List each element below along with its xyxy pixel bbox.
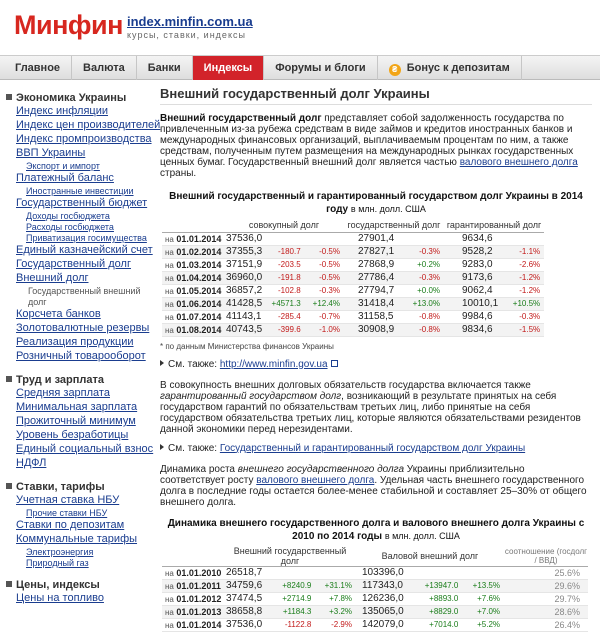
gov-debt-change-pct: -2.9% [315,618,356,631]
main-nav [0,55,600,80]
table-row [162,618,588,631]
row-date [162,297,224,310]
guaranteed-value: 9834,6 [444,323,498,336]
gov-debt-change [269,566,316,579]
total-change: -399.6 [265,323,304,336]
guaranteed-change-pct: -2.6% [498,258,544,271]
row-date [162,579,224,592]
total-value: 40743,5 [224,323,265,336]
sidebar-item[interactable]: Доходы госбюджета [26,211,110,221]
state-value: 27901,4 [344,232,402,245]
table-row [162,245,544,258]
guaranteed-debt-paragraph [160,380,592,435]
gross-debt-value: 117343,0 [356,579,408,592]
state-value: 27786,4 [344,271,402,284]
intro-end: страны. [160,168,197,179]
see-also-1 [160,359,592,370]
bullet-icon [6,376,12,382]
para2-a: В совокупность внешних долговых обязательств государства включается также [160,379,531,391]
total-change: -102.8 [265,284,304,297]
gross-debt-link[interactable]: валового внешнего долга [459,157,578,168]
guaranteed-value: 9283,0 [444,258,498,271]
gross-debt-change: +13947.0 [408,579,462,592]
sidebar-item[interactable]: Золотовалютные резервы [16,322,150,334]
total-change: -203.5 [265,258,304,271]
nav-item-label: Главное [15,62,61,74]
row-date-prefix: на [165,581,174,591]
total-change [265,232,304,245]
row-date-value: 01.01.2012 [176,593,222,604]
total-value: 41428,5 [224,297,265,310]
nav-item-4[interactable] [264,56,378,80]
coin-icon: ₴ [389,64,401,76]
row-date-prefix: на [165,299,174,309]
bullet-icon [6,483,12,489]
para3-b: Украины приблизительно соответствует росту [160,463,525,486]
nav-item-2[interactable] [137,56,193,80]
gov-debt-change-pct: +31.1% [315,579,356,592]
state-value: 30908,9 [344,323,402,336]
debt-2010-2014-table [162,546,588,632]
gov-debt-change-pct: +3.2% [315,605,356,618]
table2-title [160,518,592,543]
col-guaranteed: гарантированный долг [444,219,544,232]
total-change: -191.8 [265,271,304,284]
total-change-pct: -0.3% [305,284,344,297]
row-date [162,310,224,323]
gross-debt-value: 103396,0 [356,566,408,579]
sidebar-item[interactable]: Реализация продукции [16,336,134,348]
total-change: -180.7 [265,245,304,258]
minfin-gov-link[interactable]: http://www.minfin.gov.ua [219,358,328,370]
sidebar-item[interactable]: Экспорт и импорт [26,161,100,171]
guaranteed-change-pct: -1.2% [498,284,544,297]
row-date [162,284,224,297]
col-gov-debt: Внешний государственный долг [224,546,356,567]
sidebar-section-title [6,481,146,494]
row-date-value: 01.05.2014 [176,285,222,296]
nav-item-1[interactable] [72,56,137,80]
table-row [162,592,588,605]
table-row [162,310,544,323]
col-state: государственный долг [344,219,444,232]
row-date [162,258,224,271]
sidebar-item[interactable]: Прочие ставки НБУ [26,508,108,518]
gov-debt-value: 37474,5 [224,592,269,605]
para3-a: Динамика роста [160,463,238,475]
sidebar-item[interactable]: Единый социальный взнос [16,443,154,455]
bullet-icon [6,581,12,587]
sidebar-item[interactable]: Индекс инфляции [16,105,109,117]
nav-item-label: Индексы [203,62,253,74]
table2-title-text: Динамика внешнего государственного долга и валового внешнего долга Украины с 2010 по 2014 годы [167,517,585,542]
guaranteed-value: 9173,6 [444,271,498,284]
gross-debt-change-pct: +5.2% [462,618,504,631]
sidebar-item[interactable]: Платежный баланс [16,172,114,184]
state-value: 31418,4 [344,297,402,310]
row-date [162,232,224,245]
sidebar-item[interactable]: Электроэнергия [26,547,94,557]
arrow-icon [160,360,164,366]
sidebar-item[interactable]: Коммунальные тарифы [16,533,138,545]
sidebar-item[interactable]: НДФЛ [16,457,47,469]
sidebar-item[interactable]: Корсчета банков [16,308,101,320]
sidebar-section-title [6,579,146,592]
row-date-prefix: на [165,568,174,578]
sidebar-item[interactable]: Природный газ [26,558,89,568]
site-identity [127,14,253,40]
gov-debt-change-pct: +7.8% [315,592,356,605]
sidebar-gap [6,364,146,372]
gross-debt-change-pct: +7.0% [462,605,504,618]
gross-debt-change [408,566,462,579]
gross-debt-change: +7014.0 [408,618,462,631]
row-date-value: 01.01.2011 [176,580,221,591]
sidebar-section-label: Цены, индексы [16,579,100,591]
total-change-pct: -0.5% [305,258,344,271]
ratio-value: 29.7% [504,592,588,605]
see-also-2-label: См. также: [168,442,218,454]
gov-debt-change-pct [315,566,356,579]
total-value: 37151,9 [224,258,265,271]
gross-debt-change: +8829.0 [408,605,462,618]
nav-item-label: Валюта [83,62,125,74]
total-value: 37355,3 [224,245,265,258]
sidebar-section-label: Экономика Украины [16,92,127,104]
total-value: 36960,0 [224,271,265,284]
sidebar-item: Государственный внешний [28,286,141,296]
gross-debt-change-pct [462,566,504,579]
sidebar-item[interactable]: Приватизация госимущества [26,233,147,243]
page-title: Внешний государственный долг Украины [160,86,592,105]
sidebar-section-label: Труд и зарплата [16,374,104,386]
sidebar-item[interactable]: Государственный долг [16,258,131,270]
table1-title [160,191,592,216]
ratio-value: 25.6% [504,566,588,579]
bullet-icon [6,94,12,100]
table-row [162,271,544,284]
sidebar-item[interactable]: Иностранные инвестиции [26,186,134,196]
table-row [162,323,544,336]
state-change-pct: +0.2% [402,258,444,271]
gov-debt-change: +1184.3 [269,605,316,618]
state-change-pct: -0.8% [402,310,444,323]
gov-debt-change: +8240.9 [269,579,316,592]
total-change-pct: -0.5% [305,271,344,284]
sidebar-item[interactable]: Внешний долг [16,272,89,284]
table2-unit: в млн. долл. США [384,530,460,541]
table-row [162,605,588,618]
table-row [162,297,544,310]
sidebar-item[interactable]: Минимальная зарплата [16,401,138,413]
gov-debt-value: 34759,6 [224,579,269,592]
footnote: * по данным Министерства финансов Украины [160,341,334,351]
main-content [160,86,592,632]
row-date-prefix: на [165,312,174,322]
nav-item-5[interactable] [378,56,522,80]
table-row [162,579,588,592]
arrow-icon [160,444,164,450]
row-date-prefix: на [165,594,174,604]
table1-unit: в млн. долл. США [350,204,426,214]
sidebar-item[interactable]: Индекс промпроизводства [16,133,152,145]
state-change-pct: -0.3% [402,245,444,258]
state-guaranteed-debt-link[interactable]: Государственный и гарантированный государством долг Украины [219,442,526,454]
row-date-value: 01.06.2014 [176,298,222,309]
nav-item-3[interactable] [193,56,265,80]
gov-debt-value: 37536,0 [224,618,269,631]
sidebar-item: долг [28,297,47,307]
sidebar-item[interactable]: Прожиточный минимум [16,415,136,427]
ratio-value: 26.4% [504,618,588,631]
sidebar-item[interactable]: Уровень безработицы [16,429,129,441]
debt-2014-table [162,219,544,337]
row-date-prefix: на [165,620,174,630]
table1-title-text: Внешний государственный и гарантированный государством долг Украины в 2014 году [169,191,583,215]
row-date [162,605,224,618]
sidebar-item[interactable]: Единый казначейский счет [16,244,153,256]
row-date-value: 01.01.2010 [176,567,222,578]
total-change: -285.4 [265,310,304,323]
row-date-prefix: на [165,234,174,244]
sidebar-section-label: Ставки, тарифы [16,481,105,493]
row-date-value: 01.02.2014 [176,246,222,257]
guaranteed-change-pct: +10.5% [498,297,544,310]
row-date-value: 01.07.2014 [176,311,222,322]
row-date [162,592,224,605]
total-change-pct: -0.7% [305,310,344,323]
nav-item-0[interactable] [4,56,72,80]
intro-paragraph [160,113,592,179]
row-date [162,245,224,258]
row-date-prefix: на [165,273,174,283]
sidebar-gap [6,471,146,479]
guaranteed-change-pct [498,232,544,245]
guaranteed-value: 10010,1 [444,297,498,310]
see-also-2 [160,443,592,454]
sidebar-item[interactable]: Средняя зарплата [16,387,110,399]
guaranteed-change-pct: -1.5% [498,323,544,336]
table-row [162,284,544,297]
col-total: совокупный долг [224,219,344,232]
row-date-prefix: на [165,286,174,296]
row-date-prefix: на [165,325,174,335]
total-change-pct: -0.5% [305,245,344,258]
nav-item-label: Банки [147,62,181,74]
sidebar [6,90,161,606]
row-date-prefix: на [165,247,174,257]
sidebar-item[interactable]: Розничный товарооборот [16,350,146,362]
dynamics-paragraph [160,464,592,508]
state-change-pct: +0.0% [402,284,444,297]
state-change-pct [402,232,444,245]
sidebar-item[interactable]: Индекс цен производителей [16,119,161,131]
total-value: 36857,2 [224,284,265,297]
col-gross-debt: Валовой внешний долг [356,546,504,567]
state-value: 27827,1 [344,245,402,258]
site-tagline: курсы, ставки, индексы [127,30,246,40]
table-row [162,566,588,579]
para2-i: гарантированный государством долг [160,390,342,402]
sidebar-item[interactable]: Цены на топливо [16,592,104,604]
sidebar-section-title [6,374,146,387]
intro-bold: Внешний государственный долг [160,113,322,124]
guaranteed-value: 9984,6 [444,310,498,323]
see-also-1-label: См. также: [168,358,218,370]
site-header [0,0,600,56]
site-url-link[interactable]: index.minfin.com.ua [127,14,253,29]
gov-debt-value: 26518,7 [224,566,269,579]
site-logo[interactable]: Минфин [14,10,123,40]
row-date-prefix: на [165,607,174,617]
gross-debt-value: 142079,0 [356,618,408,631]
sidebar-section-title [6,92,146,105]
total-change-pct: -1.0% [305,323,344,336]
table-row [162,258,544,271]
intro-text: представляет собой задолженность государства по привлеченным из-за рубежа средствам в виде займов и кредитов иностранных банков и международных финансовых организаций, выплачиваемым процентам по ним, а также средствам, полученным путем размещения на международных рынках государственных ценных бумаг. Государственный внешний долг является частью [160,113,574,168]
state-value: 27794,7 [344,284,402,297]
row-date-value: 01.03.2014 [176,259,222,270]
gov-debt-change: -1122.8 [269,618,316,631]
guaranteed-value: 9528,2 [444,245,498,258]
col-ratio: соотношение (госдолг / ВВД) [504,546,588,565]
state-change-pct: +13.0% [402,297,444,310]
row-date [162,618,224,631]
row-date [162,271,224,284]
gross-debt-change-pct: +7.6% [462,592,504,605]
state-change-pct: -0.3% [402,271,444,284]
total-change-pct: +12.4% [305,297,344,310]
ratio-value: 29.6% [504,579,588,592]
guaranteed-change-pct: -1.2% [498,271,544,284]
total-value: 37536,0 [224,232,265,245]
nav-item-label: Форумы и блоги [275,62,366,74]
gross-debt-value: 126236,0 [356,592,408,605]
external-link-icon [331,360,338,367]
row-date-prefix: на [165,260,174,270]
gross-debt-value: 135065,0 [356,605,408,618]
guaranteed-change-pct: -0.3% [498,310,544,323]
gross-debt-change: +8893.0 [408,592,462,605]
sidebar-gap [6,569,146,577]
guaranteed-value: 9062,4 [444,284,498,297]
total-change: +4571.3 [265,297,304,310]
para3-c: . Удельная часть внешнего государственного долга в последние годы остается более-менее стабильной и составляет 25–30% от общего внешнего долга. [160,474,587,508]
row-date [162,323,224,336]
sidebar-item[interactable]: Государственный бюджет [16,197,148,209]
para2-b: , возникающий в результате принятых на себя государством гарантий по обязательствам третьих лиц, либо принятые на себя государством обязательства третьих лиц, которые являются обязательствами резидентов данной экономики перед нерезидентами. [160,390,581,435]
sidebar-item[interactable]: Расходы госбюджета [26,222,114,232]
state-value: 27868,9 [344,258,402,271]
row-date-value: 01.08.2014 [176,324,222,335]
row-date-value: 01.01.2014 [176,619,222,630]
gov-debt-change: +2714.9 [269,592,316,605]
sidebar-item[interactable]: Учетная ставка НБУ [16,494,120,506]
sidebar-item[interactable]: Ставки по депозитам [16,519,125,531]
total-value: 41143,1 [224,310,265,323]
row-date-value: 01.01.2014 [176,233,222,244]
table-row [162,232,544,245]
gov-debt-value: 38658,8 [224,605,269,618]
row-date [162,566,224,579]
total-change-pct [305,232,344,245]
ratio-value: 28.6% [504,605,588,618]
gross-debt-link-2[interactable]: валового внешнего долга [256,474,375,486]
state-change-pct: -0.8% [402,323,444,336]
state-value: 31158,5 [344,310,402,323]
guaranteed-change-pct: -1.1% [498,245,544,258]
guaranteed-value: 9634,6 [444,232,498,245]
gross-debt-change-pct: +13.5% [462,579,504,592]
sidebar-item[interactable]: ВВП Украины [16,147,86,159]
para3-i: внешнего государственного долга [237,463,405,475]
row-date-value: 01.04.2014 [176,272,222,283]
nav-item-label: Бонус к депозитам [406,62,510,74]
row-date-value: 01.01.2013 [176,606,222,617]
